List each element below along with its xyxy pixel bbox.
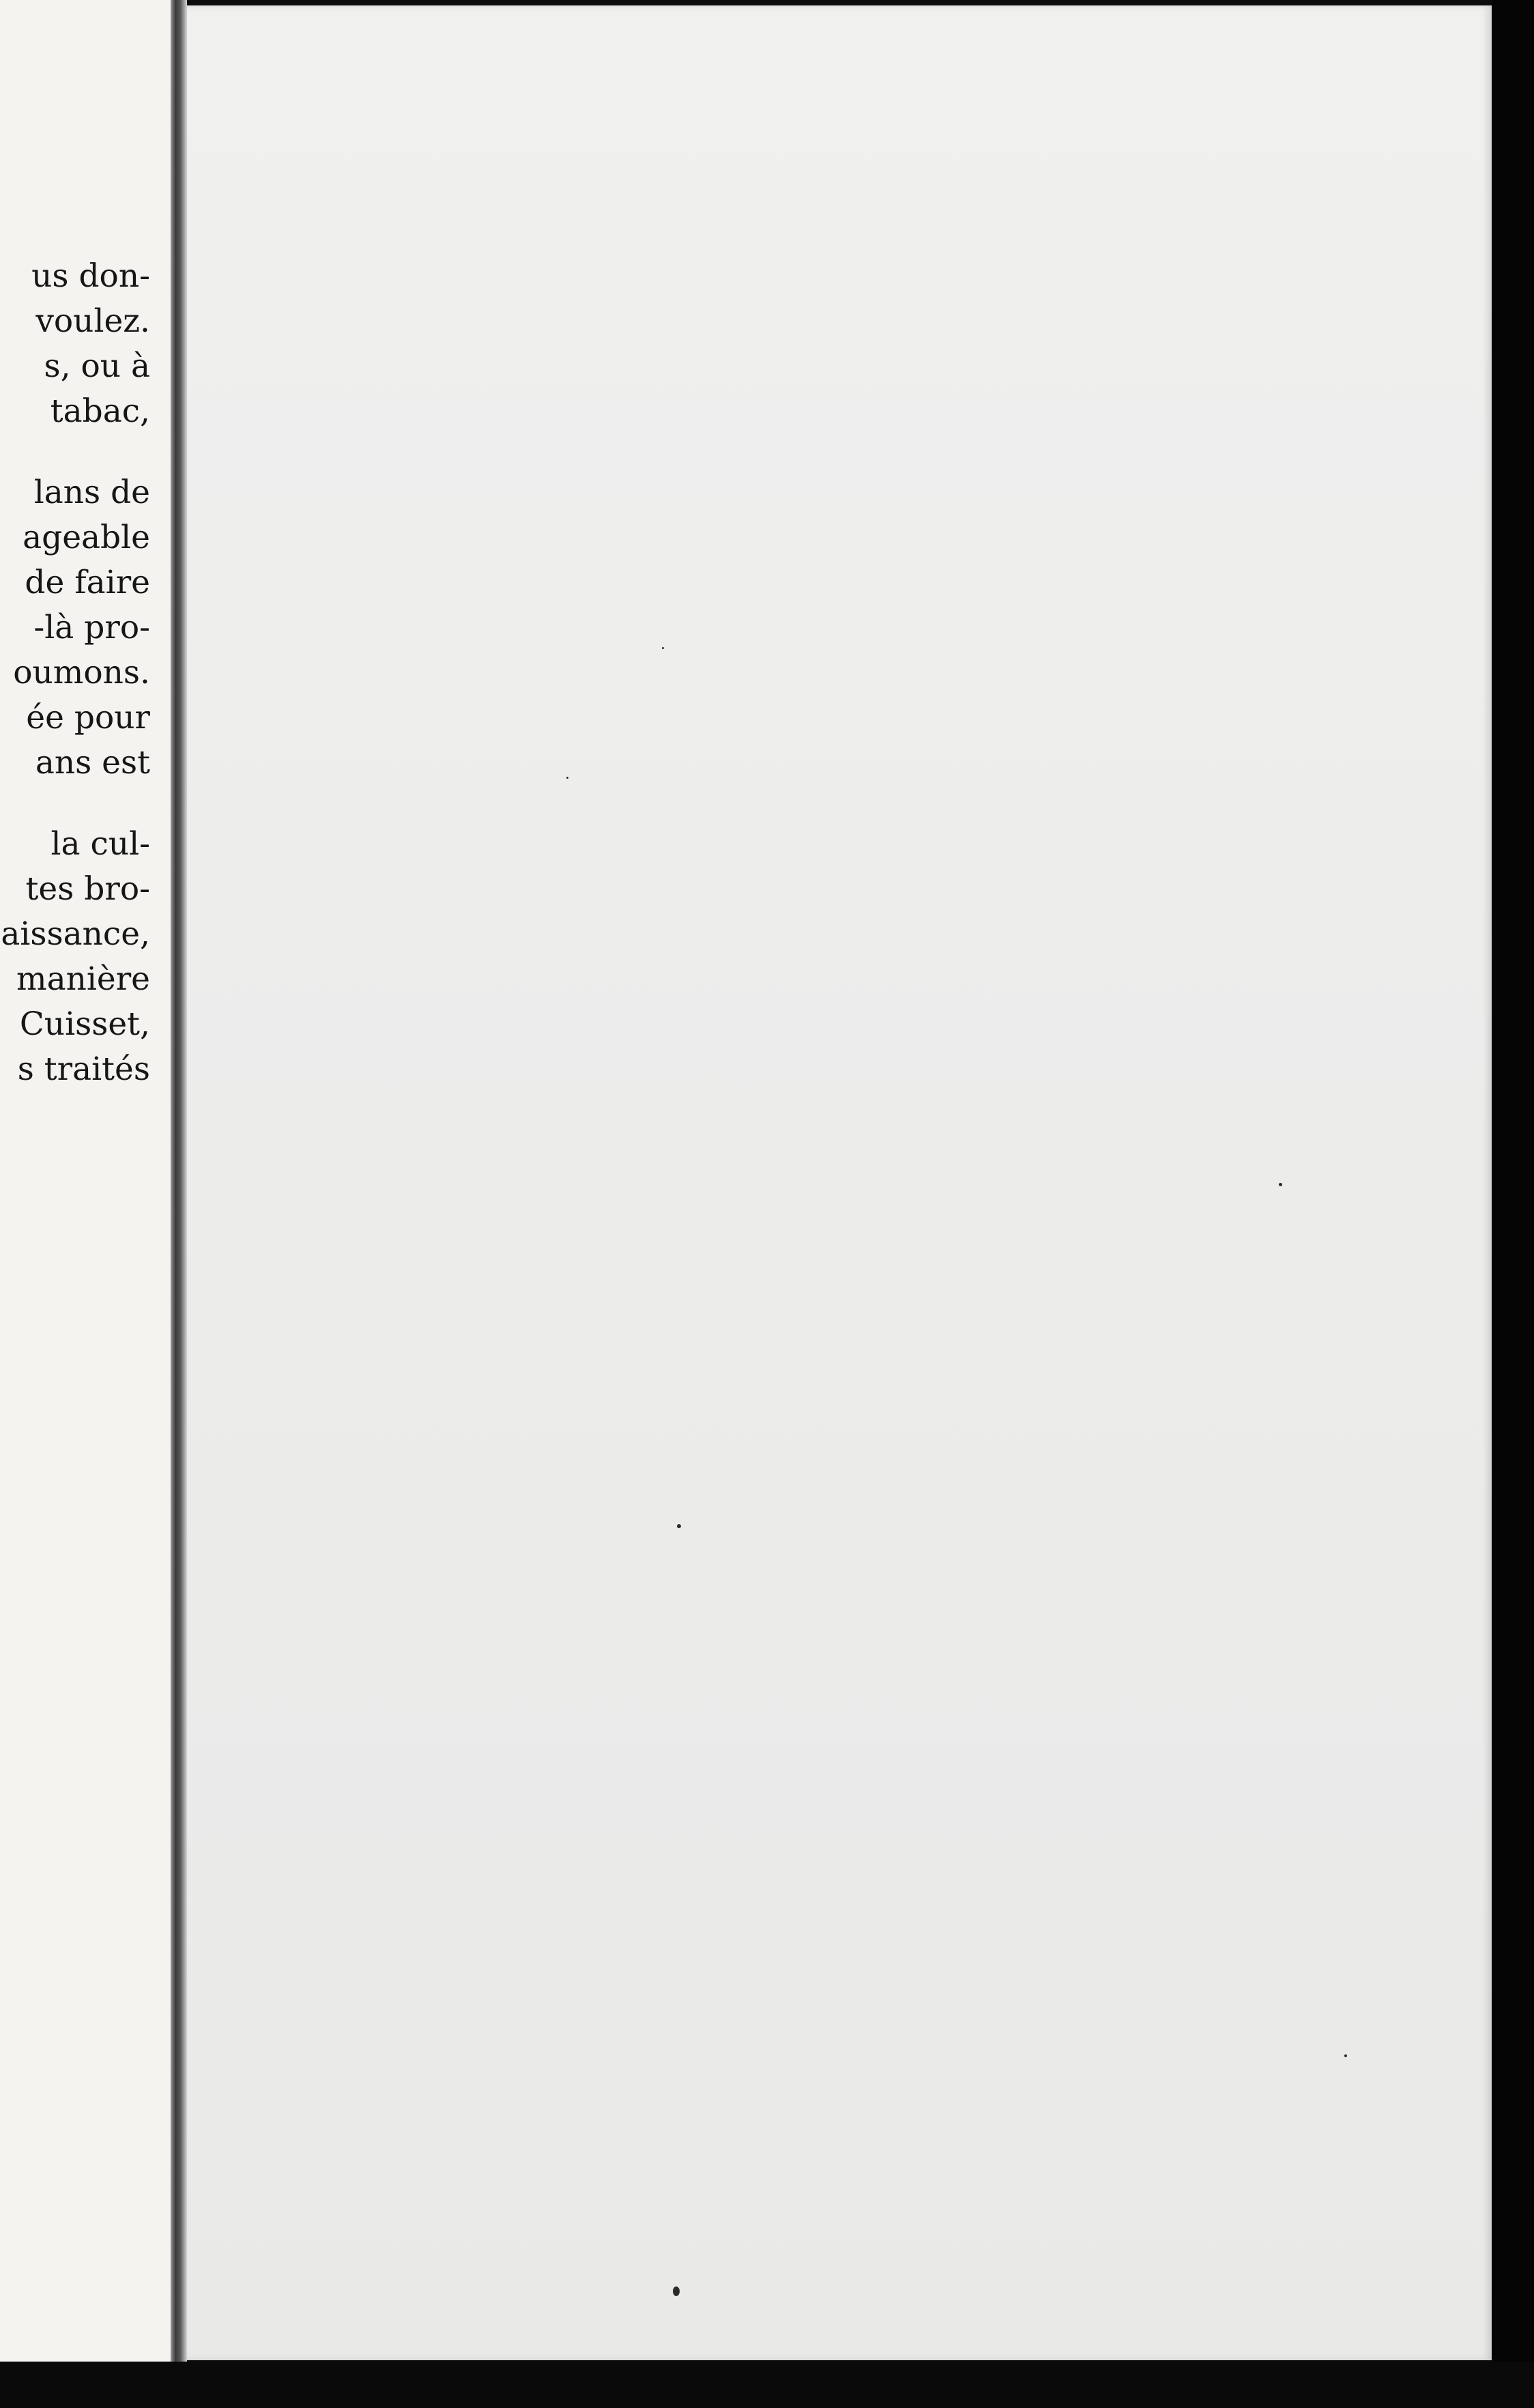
text-line: s, ou à — [44, 347, 150, 385]
paragraph-gap — [1, 434, 150, 470]
text-line: tabac, — [50, 392, 150, 430]
film-border-right — [1492, 0, 1534, 2408]
dust-speck — [673, 2287, 680, 2296]
paragraph-gap — [1, 786, 150, 822]
left-page-text — [1, 254, 150, 1092]
dust-speck — [566, 777, 568, 779]
text-line: tes bro- — [25, 870, 150, 908]
text-line: Cuisset, — [19, 1005, 150, 1043]
text-line: us don- — [31, 257, 150, 295]
text-line: lans de — [33, 474, 150, 511]
text-line: aissance, — [1, 915, 150, 953]
text-line: oumons. — [13, 654, 150, 691]
text-line: la cul- — [50, 825, 150, 863]
text-line: de faire — [25, 564, 150, 601]
left-page-fragment — [0, 0, 171, 2362]
film-border-bottom — [0, 2362, 1534, 2408]
dust-speck — [677, 1524, 681, 1528]
dust-speck — [1344, 2054, 1347, 2057]
text-line: manière — [16, 960, 150, 998]
dust-speck — [1279, 1183, 1282, 1186]
text-line: -là pro- — [33, 609, 150, 646]
text-line: ée pour — [26, 699, 150, 736]
blank-right-page — [187, 5, 1492, 2360]
text-line: ageable — [23, 519, 150, 556]
text-line: voulez. — [35, 302, 150, 340]
text-line: ans est — [35, 744, 150, 782]
page-gutter — [171, 0, 187, 2368]
text-line: s traités — [17, 1050, 150, 1088]
dust-speck — [662, 647, 664, 649]
